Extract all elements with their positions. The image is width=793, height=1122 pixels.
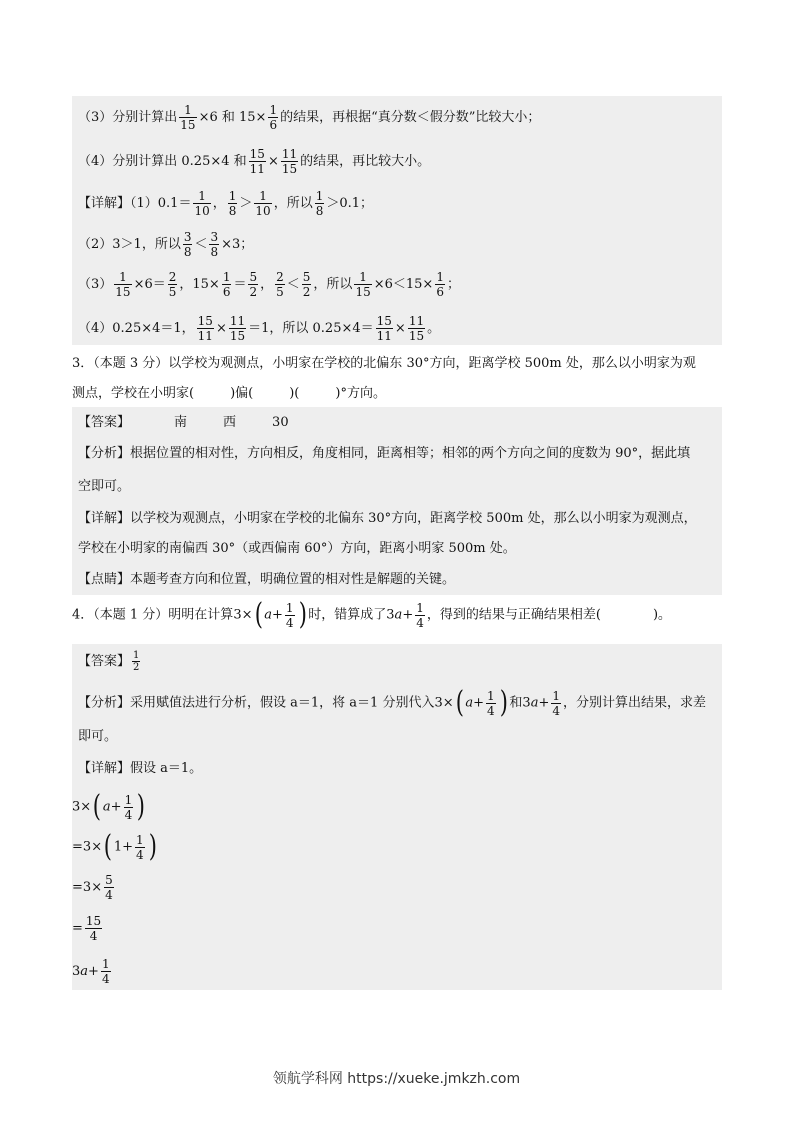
fraction: $\frac{15}{11}$ bbox=[249, 147, 265, 176]
fraction: $\frac{2}{5}$ bbox=[168, 270, 177, 299]
fraction: $\frac{11}{15}$ bbox=[281, 147, 298, 176]
fraction: $\frac{1}{6}$ bbox=[222, 270, 231, 299]
detail-line-3: （3） $\frac{1}{15}$ ×6＝ $\frac{2}{5}$ ，15× $\frac{1}{6}$ ＝ $\frac{5}{2}$ ， $\frac{2}{5}$ ＜ $\frac{5}{2}$ ，所以 $\frac{1}{15}$ ×6＜15× $\frac{1}{6}$ ； bbox=[78, 270, 460, 299]
fraction: $\frac{1}{4}$ bbox=[136, 832, 144, 862]
fraction: $\frac{1}{10}$ bbox=[194, 189, 210, 218]
fraction: $\frac{1}{6}$ bbox=[436, 270, 444, 299]
fraction: $\frac{1}{8}$ bbox=[228, 189, 237, 218]
analysis-line-3: （3）分别计算出 $\frac{1}{15}$ ×6 和 15× $\frac{1}{6}$ 的结果，再根据“真分数＜假分数”比较大小； bbox=[78, 103, 541, 132]
fraction: $\frac{1}{15}$ bbox=[180, 103, 196, 132]
comment-q3: 【点睛】本题考查方向和位置，明确位置的相对性是解题的关键。 bbox=[78, 572, 456, 587]
fraction: $\frac{5}{4}$ bbox=[105, 873, 113, 902]
fraction: $\frac{15}{4}$ bbox=[85, 914, 102, 943]
step-1: 3×( a+ $\frac{1}{4}$ ) bbox=[72, 789, 146, 824]
analysis-q4-line-2: 即可。 bbox=[78, 729, 118, 744]
step-5: 3a+ $\frac{1}{4}$ bbox=[72, 957, 110, 986]
fraction: $\frac{2}{5}$ bbox=[276, 270, 284, 299]
fraction: $\frac{1}{15}$ bbox=[355, 270, 371, 299]
answer-line-q4: 【答案】 $\frac{1}{2}$ bbox=[78, 650, 140, 673]
fraction: $\frac{5}{2}$ bbox=[302, 270, 311, 299]
fraction: $\frac{1}{4}$ bbox=[416, 600, 424, 630]
answer-block-q3 bbox=[72, 407, 722, 595]
fraction: $\frac{3}{8}$ bbox=[210, 230, 219, 259]
detail-q4: 【详解】假设 a＝1。 bbox=[78, 761, 203, 776]
analysis-line-4: （4）分别计算出 0.25×4 和 $\frac{15}{11}$ × $\frac{11}{15}$ 的结果，再比较大小。 bbox=[78, 147, 431, 176]
fraction: $\frac{1}{10}$ bbox=[255, 189, 271, 218]
step-3: =3× $\frac{5}{4}$ bbox=[72, 873, 113, 902]
fraction: $\frac{11}{15}$ bbox=[229, 314, 246, 343]
answer-line-q3: 【答案】 南 西 30 bbox=[78, 415, 289, 430]
fraction: $\frac{1}{4}$ bbox=[101, 957, 110, 986]
analysis-q3-line-2: 空即可。 bbox=[78, 479, 131, 494]
fraction: $\frac{15}{11}$ bbox=[376, 314, 392, 343]
fraction: $\frac{3}{8}$ bbox=[183, 230, 192, 259]
detail-line-4: （4）0.25×4＝1， $\frac{15}{11}$ × $\frac{11}{15}$ ＝1，所以 0.25×4＝ $\frac{15}{11}$ × $\frac{11}{15}$ 。 bbox=[78, 314, 441, 343]
fraction: $\frac{1}{4}$ bbox=[487, 688, 495, 718]
analysis-q3-line-1: 【分析】根据位置的相对性，方向相反，角度相同，距离相等；相邻的两个方向之间的度数为 90°，据此填 bbox=[78, 446, 691, 461]
fraction: $\frac{1}{15}$ bbox=[115, 270, 131, 299]
step-2: =3×( 1+ $\frac{1}{4}$ ) bbox=[72, 829, 157, 864]
fraction: $\frac{1}{4}$ bbox=[285, 600, 294, 630]
fraction: $\frac{1}{4}$ bbox=[552, 688, 560, 718]
fraction: $\frac{5}{2}$ bbox=[249, 270, 258, 299]
fraction: $\frac{15}{11}$ bbox=[197, 314, 213, 343]
fraction: $\frac{1}{8}$ bbox=[315, 189, 324, 218]
question-4-stem: 4．（本题 1 分）明明在计算3×( a+ $\frac{1}{4}$ ) 时，错算成了3a+ $\frac{1}{4}$ ，得到的结果与正确结果相差( )。 bbox=[72, 597, 672, 632]
analysis-q4-line-1: 【分析】采用赋值法进行分析，假设 a＝1，将 a＝1 分别代入3×( a+ $\frac{1}{4}$ ) 和3a+ $\frac{1}{4}$ ，分别计算出结果，求差 bbox=[78, 685, 707, 720]
question-3-line-2: 测点，学校在小明家( )偏( )( )°方向。 bbox=[72, 386, 386, 401]
fraction: $\frac{1}{6}$ bbox=[269, 103, 278, 132]
footer-watermark: 领航学科网 https://xueke.jmkzh.com bbox=[272, 1071, 521, 1087]
fraction: $\frac{11}{15}$ bbox=[408, 314, 425, 343]
step-4: = $\frac{15}{4}$ bbox=[72, 914, 102, 943]
detail-q3-line-1: 【详解】以学校为观测点，小明家在学校的北偏东 30°方向，距离学校 500m 处，那么以小明家为观测点， bbox=[78, 511, 697, 526]
detail-line-1: 【详解】（1）0.1＝ $\frac{1}{10}$ ， $\frac{1}{8}$ ＞ $\frac{1}{10}$ ，所以 $\frac{1}{8}$ ＞0.1； bbox=[78, 189, 374, 218]
question-3-line-1: 3．（本题 3 分）以学校为观测点，小明家在学校的北偏东 30°方向，距离学校 500m 处，那么以小明家为观 bbox=[72, 356, 696, 371]
detail-line-2: （2）3＞1，所以 $\frac{3}{8}$ ＜ $\frac{3}{8}$ ×3； bbox=[78, 230, 254, 259]
detail-q3-line-2: 学校在小明家的南偏西 30°（或西偏南 60°）方向，距离小明家 500m 处。 bbox=[78, 541, 516, 556]
fraction: $\frac{1}{4}$ bbox=[124, 792, 133, 822]
answer-fraction: $\frac{1}{2}$ bbox=[133, 650, 140, 673]
solution-block-top bbox=[72, 96, 722, 345]
